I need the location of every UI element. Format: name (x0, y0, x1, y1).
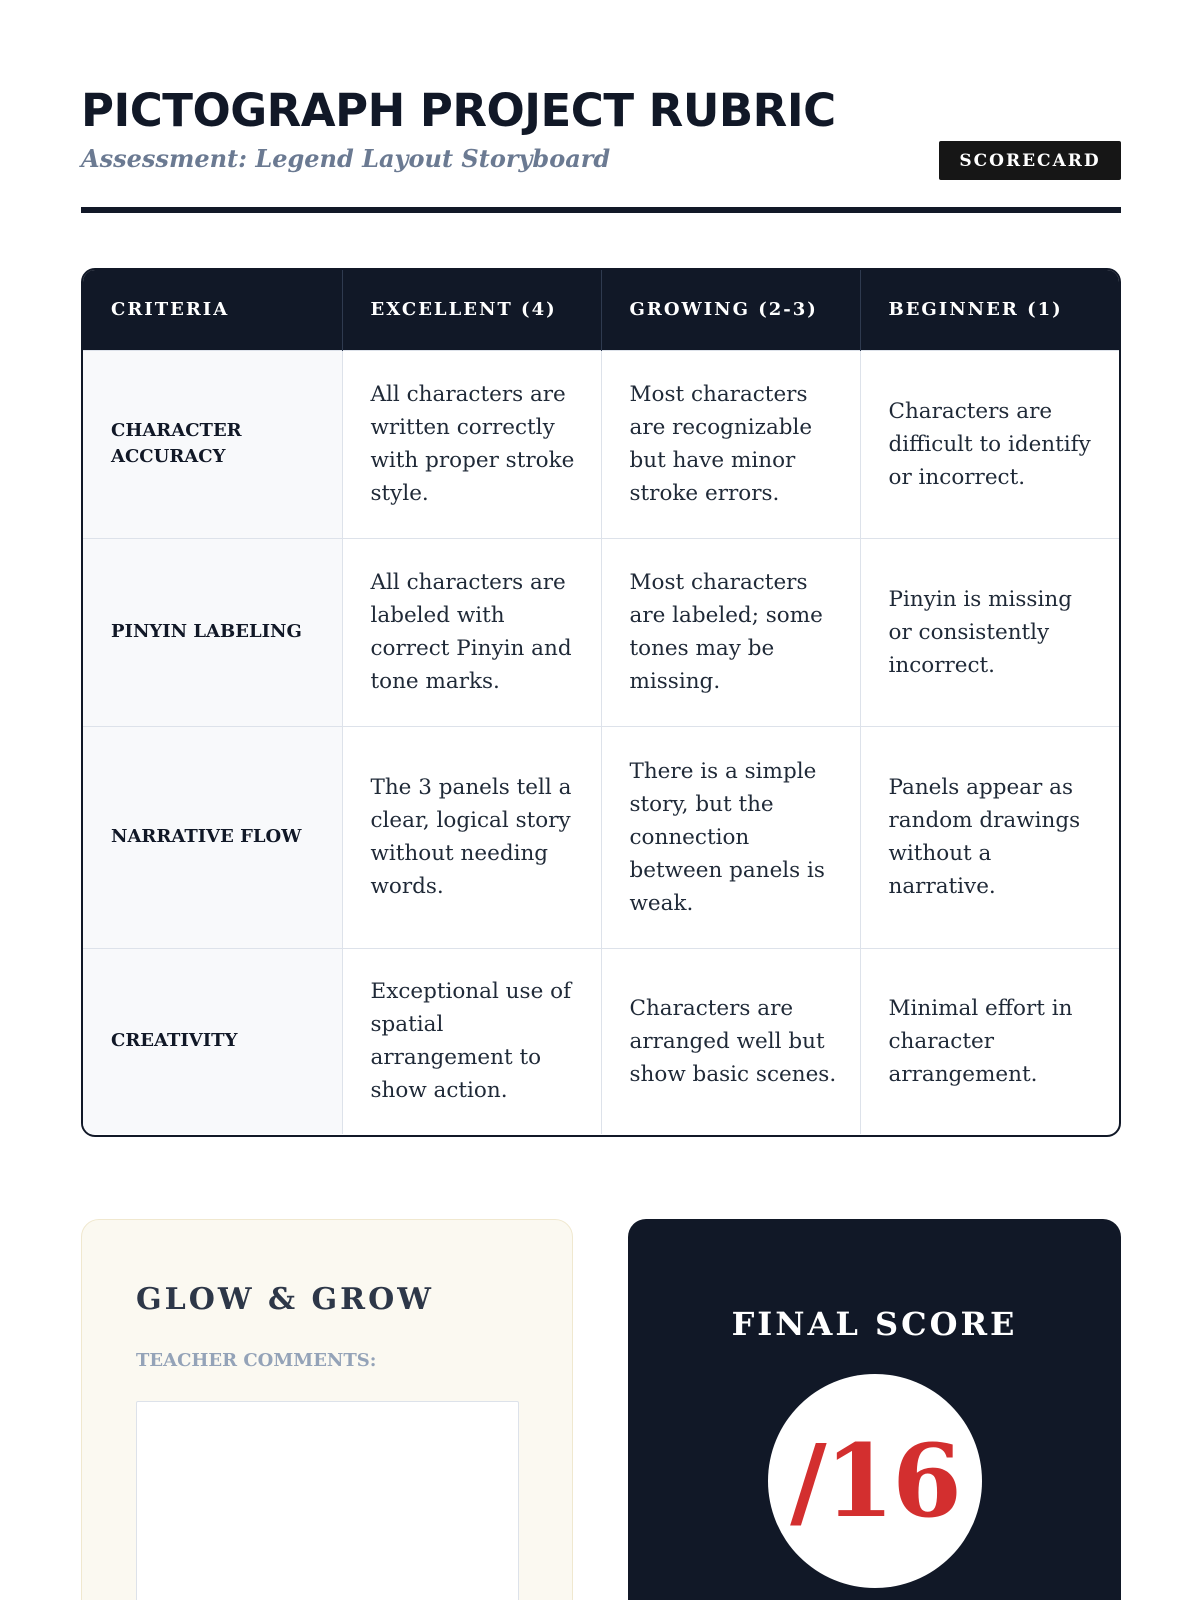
table-row (83, 948, 1119, 1134)
beginner-cell: Panels appear as random drawings without a narrative. (860, 726, 1119, 948)
growing-cell: Most characters are labeled; some tones may be missing. (601, 538, 860, 726)
teacher-comments-label: TEACHER COMMENTS: (136, 1350, 377, 1371)
beginner-cell: Pinyin is missing or consistently incorrect. (860, 538, 1119, 726)
assessment-subtitle: Assessment: Legend Layout Storyboard (81, 144, 611, 173)
rubric-header-row (83, 270, 1119, 350)
score-value: /16 (790, 1422, 960, 1540)
column-header-growing: GROWING (2-3) (601, 270, 860, 350)
growing-cell: Most characters are recognizable but have minor stroke errors. (601, 350, 860, 538)
criterion-cell: CHARACTER ACCURACY (83, 350, 342, 538)
score-circle (768, 1374, 982, 1588)
table-row (83, 350, 1119, 538)
excellent-cell: Exceptional use of spatial arrangement to show action. (342, 948, 601, 1134)
beginner-cell: Minimal effort in character arrangement. (860, 948, 1119, 1134)
final-score-panel (628, 1219, 1121, 1600)
excellent-cell: All characters are written correctly with proper stroke style. (342, 350, 601, 538)
glow-grow-title: GLOW & GROW (136, 1282, 434, 1317)
page-title: PICTOGRAPH PROJECT RUBRIC (81, 84, 836, 137)
teacher-comments-box[interactable] (136, 1401, 519, 1600)
column-header-criteria: CRITERIA (111, 299, 230, 321)
glow-grow-panel (81, 1219, 573, 1600)
column-header-beginner: BEGINNER (1) (860, 270, 1119, 350)
table-row (83, 726, 1119, 948)
rubric-table (81, 268, 1121, 1137)
growing-cell: There is a simple story, but the connection between panels is weak. (601, 726, 860, 948)
excellent-cell: All characters are labeled with correct Pinyin and tone marks. (342, 538, 601, 726)
criterion-cell: NARRATIVE FLOW (83, 726, 342, 948)
rubric-page (81, 0, 1121, 1600)
growing-cell: Characters are arranged well but show basic scenes. (601, 948, 860, 1134)
column-header-excellent: EXCELLENT (4) (342, 270, 601, 350)
excellent-cell: The 3 panels tell a clear, logical story without needing words. (342, 726, 601, 948)
table-row (83, 538, 1119, 726)
criterion-cell: CREATIVITY (83, 948, 342, 1134)
header-divider (81, 207, 1121, 213)
criterion-cell: PINYIN LABELING (83, 538, 342, 726)
final-score-title: FINAL SCORE (731, 1305, 1018, 1343)
beginner-cell: Characters are difficult to identify or incorrect. (860, 350, 1119, 538)
scorecard-badge: SCORECARD (939, 141, 1121, 180)
